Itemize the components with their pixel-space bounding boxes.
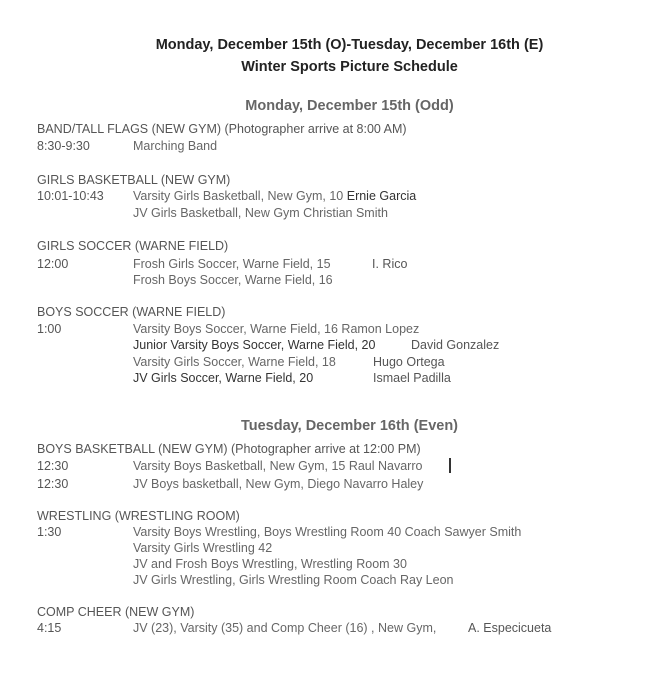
row-event xyxy=(133,189,416,203)
row-time: 10:01-10:43 xyxy=(37,189,104,203)
schedule-row xyxy=(37,139,649,155)
band-section-title: BAND/TALL FLAGS (NEW GYM) (Photographer arrive at 8:00 AM) xyxy=(37,122,407,136)
document-title: Monday, December 15th (O)-Tuesday, December 16th (E) xyxy=(155,37,544,53)
row-event: JV Girls Basketball, New Gym Christian Smith xyxy=(133,206,388,220)
schedule-row xyxy=(37,257,649,273)
row-event: JV Girls Soccer, Warne Field, 20 xyxy=(133,371,314,385)
row-event: Varsity Boys Wrestling, Boys Wrestling Room 40 Coach Sawyer Smith xyxy=(133,525,522,539)
row-contact: I. Rico xyxy=(372,257,408,271)
comp-cheer-section-title: COMP CHEER (NEW GYM) xyxy=(37,605,195,619)
row-event: JV Girls Wrestling, Girls Wrestling Room Coach Ray Leon xyxy=(133,573,454,587)
row-event: JV Boys basketball, New Gym, Diego Navarro Haley xyxy=(133,477,424,491)
schedule-row xyxy=(37,338,649,354)
schedule-row xyxy=(37,525,649,541)
row-event: Varsity Boys Soccer, Warne Field, 16 Ramon Lopez xyxy=(133,322,420,336)
row-event: Varsity Girls Wrestling 42 xyxy=(133,541,273,555)
row-time: 8:30-9:30 xyxy=(37,139,90,153)
row-event: JV (23), Varsity (35) and Comp Cheer (16) , New Gym, xyxy=(133,621,437,635)
girls-basketball-section-title: GIRLS BASKETBALL (NEW GYM) xyxy=(37,173,231,187)
row-contact: Ernie Garcia xyxy=(346,189,417,203)
row-event: JV and Frosh Boys Wrestling, Wrestling Room 30 xyxy=(133,557,407,571)
row-event: Varsity Boys Basketball, New Gym, 15 Raul Navarro xyxy=(133,459,423,473)
document-subtitle: Winter Sports Picture Schedule xyxy=(241,59,458,75)
row-event: Junior Varsity Boys Soccer, Warne Field, 20 xyxy=(133,338,376,352)
row-event: Frosh Girls Soccer, Warne Field, 15 xyxy=(133,257,331,271)
row-contact: A. Especicueta xyxy=(468,621,552,635)
schedule-row xyxy=(37,322,649,338)
boys-soccer-section-title: BOYS SOCCER (WARNE FIELD) xyxy=(37,305,226,319)
row-time: 12:00 xyxy=(37,257,69,271)
schedule-row xyxy=(37,355,649,371)
schedule-row xyxy=(37,273,649,289)
row-time: 12:30 xyxy=(37,477,69,491)
row-event: Frosh Boys Soccer, Warne Field, 16 xyxy=(133,273,333,287)
schedule-row xyxy=(37,371,649,387)
schedule-row xyxy=(37,541,649,557)
schedule-row xyxy=(37,477,649,493)
row-time: 12:30 xyxy=(37,459,69,473)
schedule-row xyxy=(37,459,649,475)
row-contact: David Gonzalez xyxy=(411,338,500,352)
row-event: Varsity Girls Soccer, Warne Field, 18 xyxy=(133,355,336,369)
row-time: 1:30 xyxy=(37,525,62,539)
boys-basketball-section-title: BOYS BASKETBALL (NEW GYM) (Photographer arrive at 12:00 PM) xyxy=(37,442,421,456)
girls-soccer-section-title: GIRLS SOCCER (WARNE FIELD) xyxy=(37,239,229,253)
schedule-row xyxy=(37,573,649,589)
row-time: 1:00 xyxy=(37,322,62,336)
monday-heading: Monday, December 15th (Odd) xyxy=(245,98,454,114)
schedule-row xyxy=(37,189,649,205)
row-event: Marching Band xyxy=(133,139,218,153)
row-contact: Hugo Ortega xyxy=(373,355,445,369)
tuesday-heading: Tuesday, December 16th (Even) xyxy=(240,418,459,434)
wrestling-section-title: WRESTLING (WRESTLING ROOM) xyxy=(37,509,240,523)
row-contact: Ismael Padilla xyxy=(373,371,451,385)
schedule-row xyxy=(37,621,649,637)
text-cursor xyxy=(449,458,451,473)
row-time: 4:15 xyxy=(37,621,62,635)
row-event-text: Varsity Girls Basketball, New Gym, 10 xyxy=(133,189,344,203)
schedule-row xyxy=(37,206,649,222)
schedule-row xyxy=(37,557,649,573)
